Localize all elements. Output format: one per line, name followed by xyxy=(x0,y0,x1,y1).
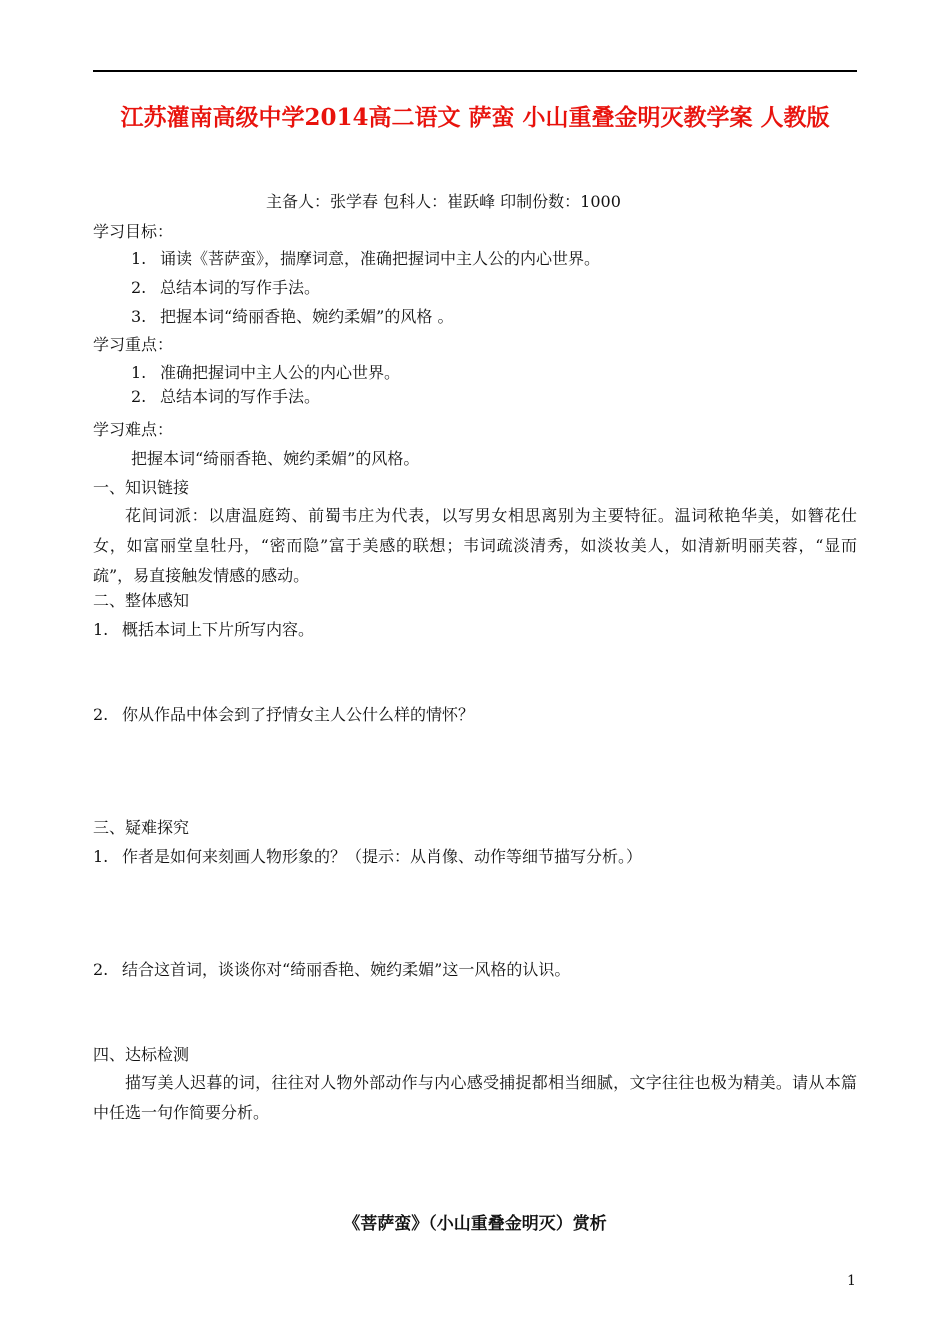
appreciation-subtitle: 《菩萨蛮》（小山重叠金明灭）赏析 xyxy=(343,1214,607,1234)
section-3-heading: 三、疑难探究 xyxy=(93,818,190,837)
section-3-question-1: 作者是如何来刻画人物形象的？（提示：从肖像、动作等细节描写分析。） xyxy=(122,847,643,866)
objectives-heading: 学习目标： xyxy=(93,222,174,241)
section-2-question-2: 你从作品中体会到了抒情女主人公什么样的情怀？ xyxy=(122,705,475,724)
objective-3-number: 3. xyxy=(131,307,147,326)
key-point-1-text: 准确把握词中主人公的内心世界。 xyxy=(160,363,401,382)
document-title: 江苏灌南高级中学2014高二语文 萨蛮 小山重叠金明灭教学案 人教版 xyxy=(120,104,830,131)
header-rule xyxy=(93,70,857,72)
key-point-2-text: 总结本词的写作手法。 xyxy=(160,387,321,406)
difficulties-heading: 学习难点： xyxy=(93,420,174,439)
page-number: 1 xyxy=(847,1273,856,1289)
objective-2-text: 总结本词的写作手法。 xyxy=(160,278,321,297)
section-2-question-2-number: 2. xyxy=(93,705,109,724)
section-1-heading: 一、知识链接 xyxy=(93,478,190,497)
section-1-paragraph: 花间词派：以唐温庭筠、前蜀韦庄为代表，以写男女相思离别为主要特征。温词秾艳华美，如簪花仕女，如富丽堂皇牡丹，“密而隐”富于美感的联想；韦词疏淡清秀，如淡妆美人，如清新明丽芙蓉，“显而疏”，易直接触发情感的感动。 xyxy=(93,506,857,585)
objective-1-number: 1. xyxy=(131,249,147,268)
difficulties-text: 把握本词“绮丽香艳、婉约柔媚”的风格。 xyxy=(131,449,420,468)
section-2-heading: 二、整体感知 xyxy=(93,591,190,610)
section-4-paragraph: 描写美人迟暮的词，往往对人物外部动作与内心感受捕捉都相当细腻，文字往往也极为精美。请从本篇中任选一句作简要分析。 xyxy=(93,1073,857,1122)
key-point-2-number: 2. xyxy=(131,387,147,406)
key-point-1-number: 1. xyxy=(131,363,147,382)
objective-1-text: 诵读《菩萨蛮》，揣摩词意，准确把握词中主人公的内心世界。 xyxy=(160,249,601,268)
section-3-question-2: 结合这首词，谈谈你对“绮丽香艳、婉约柔媚”这一风格的认识。 xyxy=(122,960,571,979)
section-3-question-2-number: 2. xyxy=(93,960,109,979)
key-points-heading: 学习重点： xyxy=(93,335,174,354)
section-4-heading: 四、达标检测 xyxy=(93,1045,190,1064)
section-2-question-1: 概括本词上下片所写内容。 xyxy=(122,620,315,639)
meta-line: 主备人：张学春 包科人：崔跃峰 印制份数：1000 xyxy=(266,192,621,211)
section-3-question-1-number: 1. xyxy=(93,847,109,866)
objective-3-text: 把握本词“绮丽香艳、婉约柔媚”的风格 。 xyxy=(160,307,454,326)
objective-2-number: 2. xyxy=(131,278,147,297)
section-2-question-1-number: 1. xyxy=(93,620,109,639)
